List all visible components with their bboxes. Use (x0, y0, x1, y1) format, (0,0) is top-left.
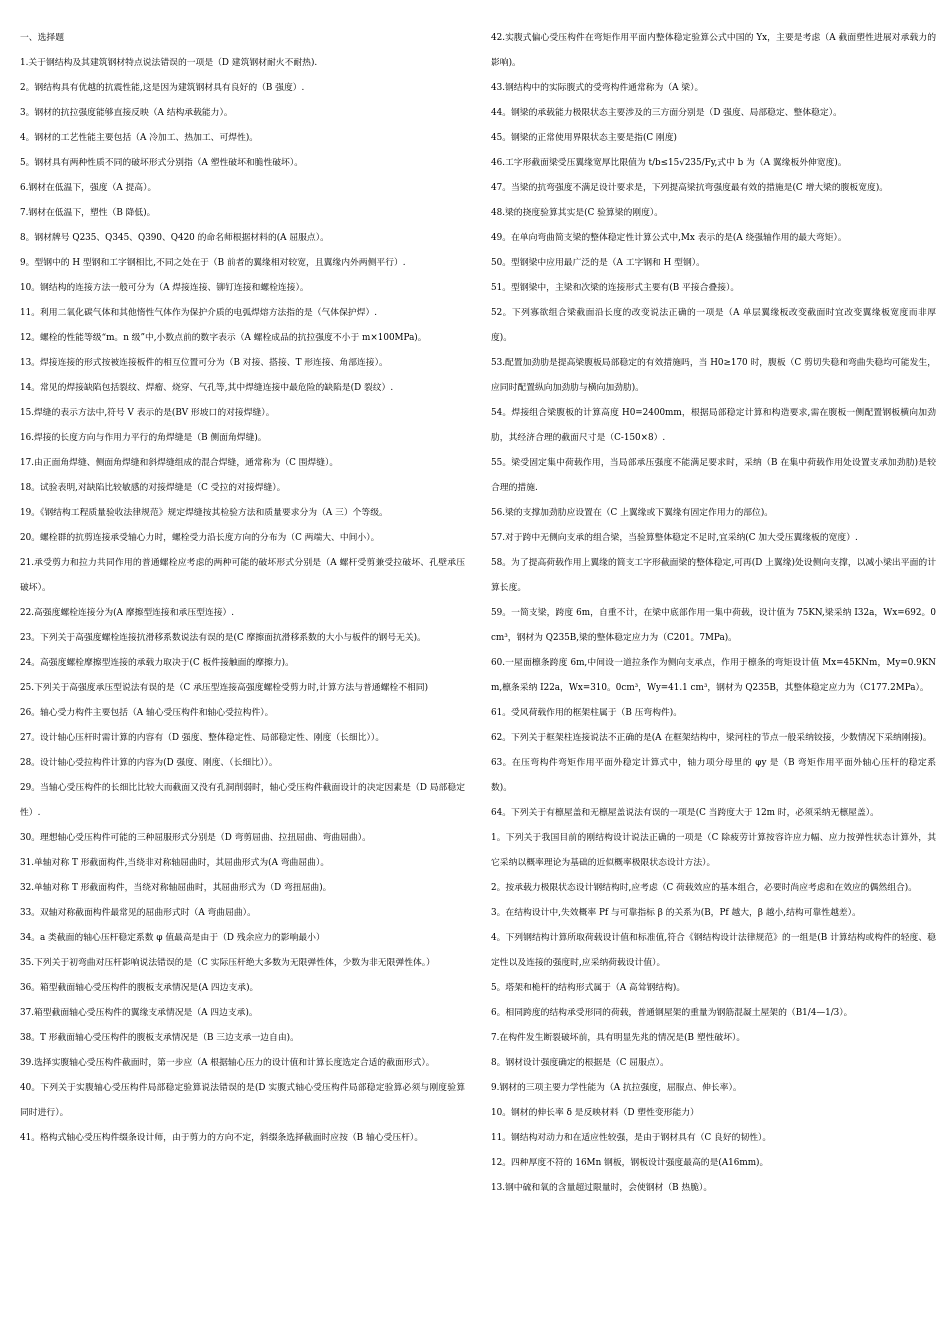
question-item: 2。按承载力极限状态设计钢结构时,应考虑（C 荷载效应的基本组合，必要时尚应考虑和在效应的偶然组合)。 (491, 883, 918, 893)
question-item: 63。在压弯构件弯矩作用平面外稳定计算式中，轴力项分母里的 φy 是（B 弯矩作用平面外轴心压杆的稳定系数)。 (491, 758, 936, 793)
question-item: 42.实腹式偏心受压构件在弯矩作用平面内整体稳定验算公式中国的 Yx，主要是考虑（A 截面塑性进展对承载力的影响)。 (491, 33, 936, 68)
question-item: 5。钢材具有两种性质不同的破坏形式分别指（A 塑性破坏和脆性破坏）。 (20, 158, 304, 168)
question-item: 15.焊缝的表示方法中,符号 V 表示的是(BV 形坡口的对接焊缝）。 (20, 408, 275, 418)
question-item: 17.由正面角焊缝、侧面角焊缝和斜焊缝组成的混合焊缝，通常称为（C 围焊缝）。 (20, 458, 339, 468)
question-item: 22.高强度螺栓连接分为(A 摩擦型连接和承压型连接）. (20, 608, 235, 618)
question-item: 10。钢材的伸长率 δ 是反映材料（D 塑性变形能力） (491, 1108, 699, 1118)
question-item: 49。在单向弯曲简支梁的整体稳定性计算公式中,Mx 表示的是(A 绕强轴作用的最大弯矩）。 (491, 233, 847, 243)
question-item: 18。试验表明,对缺陷比较敏感的对接焊缝是（C 受拉的对接焊缝）。 (20, 483, 286, 493)
question-item: 59。一简支梁，跨度 6m，自重不计，在梁中底部作用一集中荷载，设计值为 75KN,梁采纳 I32a，Wx=692。0cm³，钢材为 Q235B,梁的整体稳定应力为（C201。7MPa)。 (491, 608, 936, 643)
question-item: 24。高强度螺栓摩擦型连接的承载力取决于(C 板件接触面的摩擦力)。 (20, 658, 294, 668)
question-item: 13.钢中硫和氧的含量超过限量时，会使钢材（B 热脆）。 (491, 1183, 713, 1193)
question-item: 11。钢结构对动力和在适应性较强，是由于钢材具有（C 良好的韧性）。 (491, 1133, 772, 1143)
question-item: 9.钢材的三项主要力学性能为（A 抗拉强度，屈服点、伸长率）。 (491, 1083, 742, 1093)
question-item: 35.下列关于初弯曲对压杆影响说法错误的是（C 实际压杆绝大多数为无限弹性体，少数为非无限弹性体。） (20, 958, 435, 968)
question-item: 48.梁的挠度验算其实是(C 验算梁的刚度）。 (491, 208, 664, 218)
question-item: 11。利用二氧化碳气体和其他惰性气体作为保护介质的电弧焊熔方法指的是（气体保护焊）. (20, 308, 378, 318)
question-item: 3。在结构设计中,失效概率 Pf 与可靠指标 β 的关系为(B，Pf 越大，β 越小,结构可靠性越差）。 (491, 908, 861, 918)
question-item: 23。下列关于高强度螺栓连接抗滑移系数说法有误的是(C 摩擦面抗滑移系数的大小与板件的钢号无关)。 (20, 633, 426, 643)
question-item: 60.一屋面檩条跨度 6m,中间设一道拉条作为侧向支承点，作用于檩条的弯矩设计值 Mx=45KNm，My=0.9KNm,檩条采纳 I22a，Wx=310。0cm³，Wy=41.1 cm³，钢材为 Q235B，其整体稳定应力为（C177.2MPa）。 (491, 658, 936, 693)
question-item: 47。当梁的抗弯强度不满足设计要求是，下列提高梁抗弯强度最有效的措施是(C 增大梁的腹板宽度)。 (491, 183, 889, 193)
question-item: 27。设计轴心压杆时需计算的内容有（D 强度、整体稳定性、局部稳定性、刚度（长细比））。 (20, 733, 385, 743)
question-item: 14。常见的焊接缺陷包括裂纹、焊瘤、烧穿、气孔等,其中焊缝连接中最危险的缺陷是(D 裂纹）. (20, 383, 394, 393)
question-item: 30。理想轴心受压构件可能的三种屈服形式分别是（D 弯剪屈曲、拉扭屈曲、弯曲屈曲）。 (20, 833, 371, 843)
question-item: 1。下列关于我国目前的刚结构设计说法正确的一项是（C 除疲劳计算按容许应力幅、应力按弹性状态计算外，其它采纳以概率理论为基础的近似概率极限状态设计方法）。 (491, 833, 936, 868)
question-item: 13。焊接连接的形式按被连接板件的相互位置可分为（B 对接、搭接、T 形连接、角部连接）。 (20, 358, 388, 368)
question-item: 51。型钢梁中，主梁和次梁的连接形式主要有(B 平接合叠接）。 (491, 283, 740, 293)
question-item: 29。当轴心受压构件的长细比比较大而截面又没有孔洞削弱时，轴心受压构件截面设计的决定因素是（D 局部稳定性）. (20, 783, 465, 818)
question-item: 3。钢材的抗拉强度能够直接反映（A 结构承载能力）。 (20, 108, 233, 118)
question-item: 61。受风荷载作用的框架柱属于（B 压弯构件)。 (491, 708, 683, 718)
question-item: 4。钢材的工艺性能主要包括（A 冷加工、热加工、可焊性)。 (20, 133, 259, 143)
question-item: 8。钢材牌号 Q235、Q345、Q390、Q420 的命名师根据材料的(A 屈服点）。 (20, 233, 329, 243)
question-item: 32.单轴对称 T 形截面构件，当绕对称轴屈曲时，其屈曲形式为（D 弯扭屈曲)。 (20, 883, 332, 893)
right-column (491, 26, 936, 1344)
question-item: 38。T 形截面轴心受压构件的腹板支承情况是（B 三边支承一边自由)。 (20, 1033, 299, 1043)
section-title: 一、选择题 (20, 33, 64, 43)
question-item: 55。梁受固定集中荷载作用，当局部承压强度不能满足要求时，采纳（B 在集中荷载作用处设置支承加劲肋)是较合理的措施. (491, 458, 936, 493)
question-item: 64。下列关于有檩屋盖和无檩屋盖说法有误的一项是(C 当跨度大于 12m 时，必须采纳无檩屋盖）。 (491, 808, 879, 818)
question-item: 36。箱型截面轴心受压构件的腹板支承情况是(A 四边支承)。 (20, 983, 259, 993)
question-item: 10。钢结构的连接方法一般可分为（A 焊接连接、铆钉连接和螺栓连接）。 (20, 283, 309, 293)
question-item: 2。钢结构具有优越的抗震性能,这是因为建筑钢材具有良好的（B 强度）. (20, 83, 305, 93)
question-item: 28。设计轴心受拉构件计算的内容为(D 强度、刚度、（长细比））。 (20, 758, 278, 768)
question-item: 6.钢材在低温下，强度（A 提高）。 (20, 183, 157, 193)
question-item: 33。双轴对称截面构件最常见的屈曲形式时（A 弯曲屈曲）。 (20, 908, 256, 918)
question-item: 7.钢材在低温下，塑性（B 降低)。 (20, 208, 156, 218)
question-item: 9。型钢中的 H 型钢和工字钢相比,不同之处在于（B 前者的翼缘相对较宽，且翼缘内外两侧平行）. (20, 258, 406, 268)
question-item: 34。a 类截面的轴心压杆稳定系数 φ 值最高是由于（D 残余应力的影响最小） (20, 933, 325, 943)
question-item: 12。四种厚度不符的 16Mn 钢板，钢板设计强度最高的是(A16mm)。 (491, 1158, 769, 1168)
question-item: 56.梁的支撑加劲肋应设置在（C 上翼缘或下翼缘有固定作用力的部位)。 (491, 508, 774, 518)
question-item: 62。下列关于框架柱连接说法不正确的是(A 在框架结构中，梁河柱的节点一般采纳铰接，少数情况下采纳刚接)。 (491, 733, 932, 743)
question-item: 20。螺栓群的抗剪连接承受轴心力时，螺栓受力沿长度方向的分布为（C 两端大、中间小）。 (20, 533, 380, 543)
question-item: 58。为了提高荷载作用上翼缘的简支工字形截面梁的整体稳定,可再(D 上翼缘)处设侧向支撑，以减小梁出平面的计算长度。 (491, 558, 936, 593)
left-column (20, 26, 465, 1344)
question-item: 40。下列关于实腹轴心受压构件局部稳定验算说法错误的是(D 实腹式轴心受压构件局部稳定验算必须与刚度验算同时进行）。 (20, 1083, 465, 1118)
question-item: 54。焊接组合梁腹板的计算高度 H0=2400mm，根据局部稳定计算和构造要求,需在腹板一侧配置钢板横向加劲肋，其经济合理的截面尺寸是（C-150×8）. (491, 408, 936, 443)
question-item: 57.对于跨中无侧向支承的组合梁，当验算整体稳定不足时,宜采纳(C 加大受压翼缘板的宽度）. (491, 533, 858, 543)
question-item: 16.焊接的长度方向与作用力平行的角焊缝是（B 侧面角焊缝)。 (20, 433, 267, 443)
question-item: 44。钢梁的承载能力极限状态主要涉及的三方面分别是（D 强度、局部稳定、整体稳定）。 (491, 108, 842, 118)
question-item: 41。格构式轴心受压构件缀条设计师，由于剪力的方向不定，斜缀条选择截面时应按（B 轴心受压杆）。 (20, 1133, 424, 1143)
question-item: 4。下列钢结构计算所取荷载设计值和标准值,符合《钢结构设计法律规范》的一组是(B 计算结构或构件的轻度、稳定性以及连接的强度时,应采纳荷载设计值）。 (491, 933, 936, 968)
question-item: 31.单轴对称 T 形截面构件,当绕非对称轴屈曲时，其屈曲形式为(A 弯曲屈曲）。 (20, 858, 330, 868)
question-item: 43.钢结构中的实际腹式的受弯构件通常称为（A 梁）。 (491, 83, 704, 93)
question-item: 1.关于钢结构及其建筑钢材特点说法错误的一项是（D 建筑钢材耐火不耐热). (20, 58, 318, 68)
question-item: 52。下列寡欲组合梁截面沿长度的改变说法正确的一项是（A 单层翼缘板改变截面时宜改变翼缘板宽度而非厚度)。 (491, 308, 936, 343)
question-item: 8。钢材设计强度确定的根据是（C 屈服点）。 (491, 1058, 669, 1068)
question-item: 50。型钢梁中应用最广泛的是（A 工字钢和 H 型钢）。 (491, 258, 705, 268)
question-item: 5。塔架和桅杆的结构形式属于（A 高耸钢结构)。 (491, 983, 686, 993)
question-item: 26。轴心受力构件主要包括（A 轴心受压构件和轴心受拉构件）。 (20, 708, 274, 718)
question-item: 21.承受剪力和拉力共同作用的普通螺栓应考虑的两种可能的破坏形式分别是（A 螺杆受剪兼受拉破坏、孔壁承压破坏）。 (20, 558, 465, 593)
question-item: 7.在构件发生断裂破坏前，具有明显先兆的情况是(B 塑性破坏）。 (491, 1033, 746, 1043)
question-item: 53.配置加劲肋是提高梁腹板局部稳定的有效措施吗，当 H0≥170 时，腹板（C 剪切失稳和弯曲失稳均可能发生，应同时配置纵向加劲肋与横向加劲肋)。 (491, 358, 936, 393)
question-item: 25.下列关于高强度承压型说法有误的是（C 承压型连接高强度螺栓受剪力时,计算方法与普通螺栓不相同) (20, 683, 429, 693)
question-item: 6。相同跨度的结构承受形同的荷载，普通钢屋架的重量为钢筋混凝土屋架的（B1/4—1/3）。 (491, 1008, 853, 1018)
question-item: 19。《钢结构工程质量验收法律规范》规定焊缝按其检验方法和质量要求分为（A 三）个等级。 (20, 508, 388, 518)
question-item: 46.工字形截面梁受压翼缘宽厚比限值为 t/b≤15√235/Fy,式中 b 为（A 翼缘板外伸宽度)。 (491, 158, 847, 168)
question-item: 39.选择实腹轴心受压构件截面时，第一步应（A 根据轴心压力的设计值和计算长度选定合适的截面形式）。 (20, 1058, 435, 1068)
question-item: 12。螺栓的性能等级“m。n 级”中,小数点前的数字表示（A 螺栓成品的抗拉强度不小于 m×100MPa)。 (20, 333, 427, 343)
question-item: 45。钢梁的正常使用界限状态主要是指(C 刚度) (491, 133, 677, 143)
question-item: 37.箱型截面轴心受压构件的翼缘支承情况是（A 四边支承)。 (20, 1008, 258, 1018)
